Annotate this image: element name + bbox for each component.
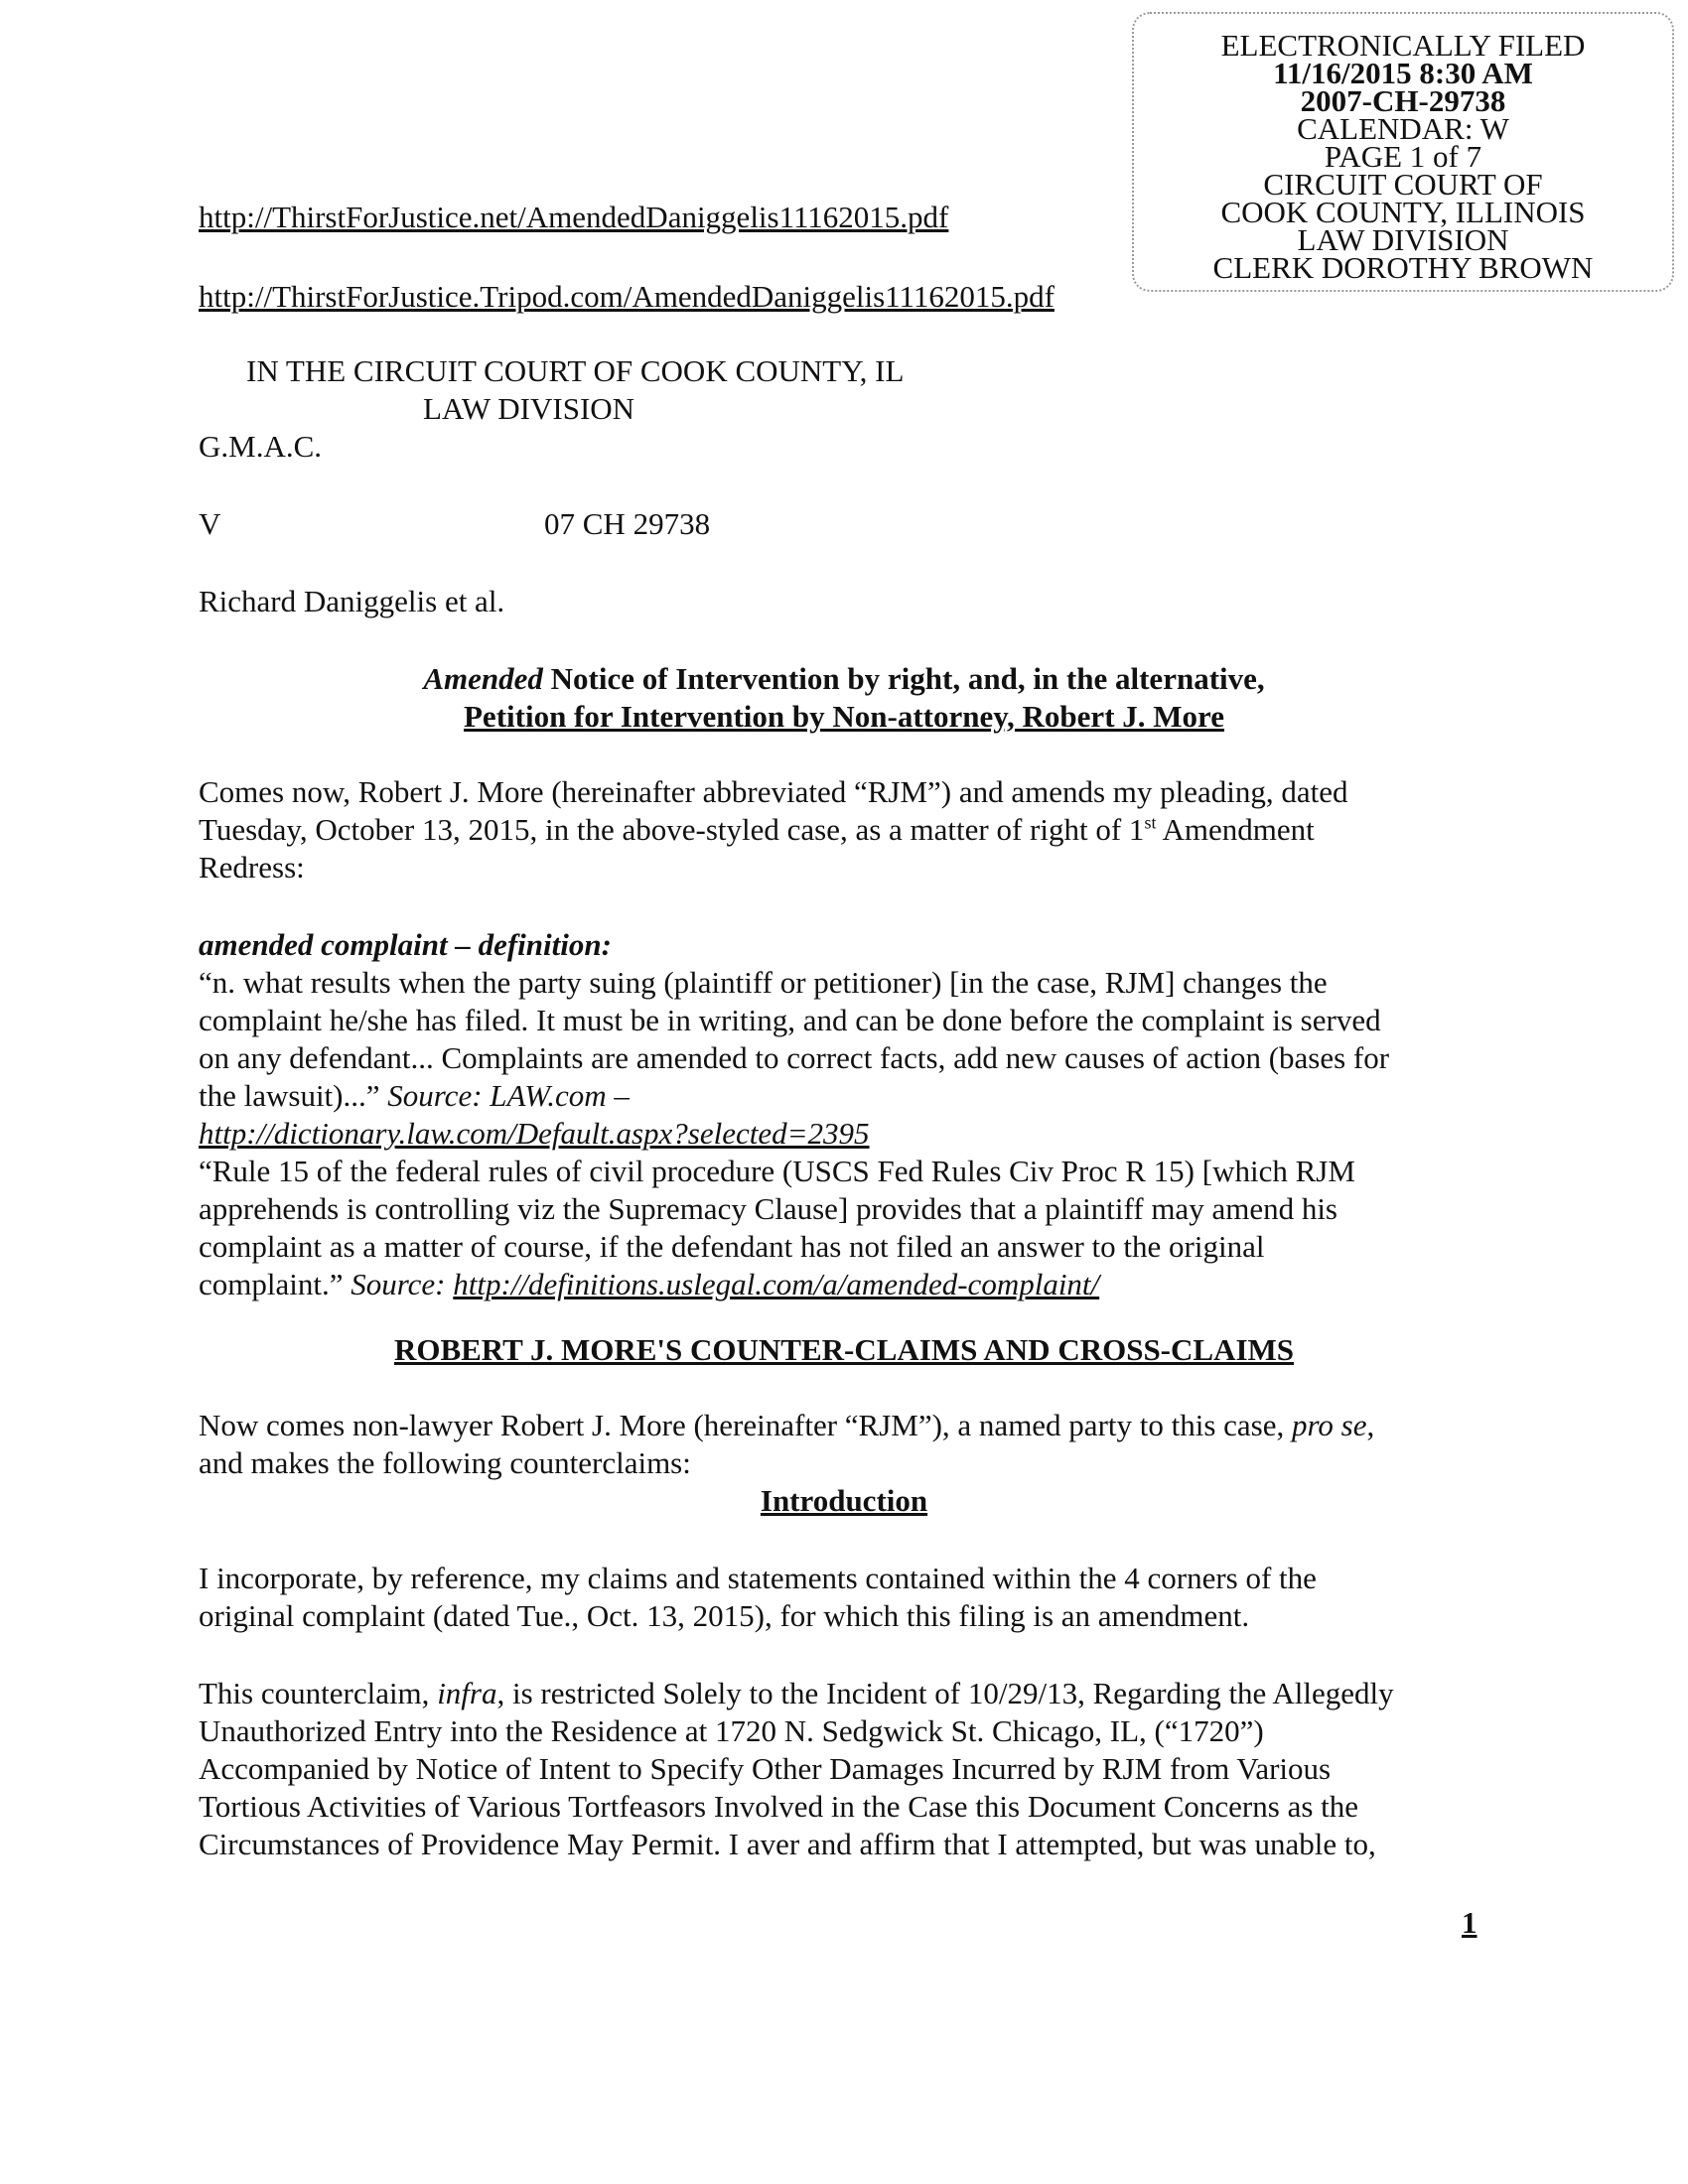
stamp-clerk: CLERK DOROTHY BROWN xyxy=(1212,250,1594,285)
defendant-name: Richard Daniggelis et al. xyxy=(199,584,505,618)
text-line xyxy=(199,1115,1489,1153)
text-line: Circumstances of Providence May Permit. I aver and affirm that I attempted, but was unable to, xyxy=(199,1827,1376,1861)
section-heading-text: ROBERT J. MORE'S COUNTER-CLAIMS AND CROSS-CLAIMS xyxy=(393,1332,1295,1367)
restrict-paragraph xyxy=(199,1675,1489,1863)
text-line: complaint as a matter of course, if the defendant has not filed an answer to the original xyxy=(199,1229,1265,1264)
stamp-line: ELECTRONICALLY FILED xyxy=(1220,28,1586,63)
text-span: the lawsuit)...” xyxy=(199,1078,388,1113)
versus-label: V xyxy=(199,506,221,541)
link-uslegal[interactable]: http://definitions.uslegal.com/a/amended-complaint/ xyxy=(453,1267,1100,1301)
section-heading xyxy=(199,1331,1489,1369)
plaintiff-name: G.M.A.C. xyxy=(199,429,323,464)
infra: infra xyxy=(437,1676,497,1710)
text-line xyxy=(199,811,1489,849)
text-line: Tortious Activities of Various Tortfeasors Involved in the Case this Document Concerns as the xyxy=(199,1789,1359,1824)
source-label: Source: xyxy=(351,1267,454,1301)
stamp-page: PAGE 1 of 7 xyxy=(1324,139,1482,174)
court-division: LAW DIVISION xyxy=(423,391,635,426)
title-amended: Amended xyxy=(423,661,543,696)
link-url-net[interactable]: http://ThirstForJustice.net/AmendedDaniggelis11162015.pdf xyxy=(199,200,949,234)
text-span: Tuesday, October 13, 2015, in the above-styled case, as a matter of right of 1 xyxy=(199,812,1145,847)
text-line: “Rule 15 of the federal rules of civil procedure (USCS Fed Rules Civ Proc R 15) [which RJM xyxy=(199,1154,1355,1188)
text-line: complaint he/she has filed. It must be in writing, and can be done before the complaint is served xyxy=(199,1003,1381,1037)
counterclaim-intro xyxy=(199,1407,1489,1520)
definition-heading: amended complaint – definition: xyxy=(199,927,612,962)
text-span: complaint.” xyxy=(199,1267,352,1301)
text-line: and makes the following counterclaims: xyxy=(199,1445,691,1480)
title-rest: Notice of Intervention by right, and, in the alternative, xyxy=(542,661,1265,696)
intro-paragraph xyxy=(199,773,1489,887)
link-url-tripod[interactable]: http://ThirstForJustice.Tripod.com/AmendedDaniggelis11162015.pdf xyxy=(199,279,1055,314)
text-line: I incorporate, by reference, my claims and statements contained within the 4 corners of the xyxy=(199,1561,1317,1595)
text-span: Amendment xyxy=(1156,812,1315,847)
text-span: This counterclaim, xyxy=(199,1676,438,1710)
stamp-case-number: 2007-CH-29738 xyxy=(1300,83,1506,118)
stamp-division: LAW DIVISION xyxy=(1297,222,1509,257)
text-line xyxy=(199,1407,1489,1444)
stamp-date: 11/16/2015 8:30 AM xyxy=(1273,56,1533,90)
filing-stamp xyxy=(1132,12,1674,292)
superscript: st xyxy=(1144,812,1157,833)
text-line: original complaint (dated Tue., Oct. 13, 2015), for which this filing is an amendment. xyxy=(199,1598,1250,1633)
text-line: Redress: xyxy=(199,850,305,885)
introduction-heading-text: Introduction xyxy=(760,1483,928,1518)
text-line: apprehends is controlling viz the Supremacy Clause] provides that a plaintiff may amend his xyxy=(199,1191,1337,1226)
definition-block xyxy=(199,926,1489,1303)
text-line xyxy=(199,1077,1489,1115)
title-petition: Petition for Intervention by Non-attorney, Robert J. More xyxy=(464,699,1224,734)
link-law-dictionary[interactable]: http://dictionary.law.com/Default.aspx?selected=2395 xyxy=(199,1116,870,1151)
text-line: on any defendant... Complaints are amended to correct facts, add new causes of action (bases for xyxy=(199,1040,1390,1075)
text-line xyxy=(199,1675,1489,1712)
stamp-county: COOK COUNTY, ILLINOIS xyxy=(1220,195,1586,229)
stamp-calendar: CALENDAR: W xyxy=(1297,111,1509,146)
page-number: 1 xyxy=(1462,1905,1477,1940)
text-line: “n. what results when the party suing (plaintiff or petitioner) [in the case, RJM] changes the xyxy=(199,965,1328,1000)
document-title xyxy=(199,660,1489,698)
text-line xyxy=(199,1266,1489,1303)
case-number: 07 CH 29738 xyxy=(544,506,711,541)
text-line: Unauthorized Entry into the Residence at 1720 N. Sedgwick St. Chicago, IL, (“1720”) xyxy=(199,1713,1264,1748)
source-label: Source: LAW.com – xyxy=(387,1078,630,1113)
text-line: Accompanied by Notice of Intent to Specify Other Damages Incurred by RJM from Various xyxy=(199,1751,1332,1786)
text-span: , xyxy=(1366,1408,1375,1442)
introduction-heading xyxy=(199,1482,1489,1520)
court-name: IN THE CIRCUIT COURT OF COOK COUNTY, IL xyxy=(246,353,905,388)
text-line: Comes now, Robert J. More (hereinafter abbreviated “RJM”) and amends my pleading, dated xyxy=(199,774,1348,809)
text-span: , is restricted Solely to the Incident of 10/29/13, Regarding the Allegedly xyxy=(496,1676,1394,1710)
pro-se: pro se xyxy=(1292,1408,1367,1442)
incorporate-paragraph xyxy=(199,1560,1489,1635)
text-span: Now comes non-lawyer Robert J. More (hereinafter “RJM”), a named party to this case, xyxy=(199,1408,1292,1442)
document-subtitle xyxy=(199,698,1489,736)
stamp-court: CIRCUIT COURT OF xyxy=(1263,167,1543,202)
